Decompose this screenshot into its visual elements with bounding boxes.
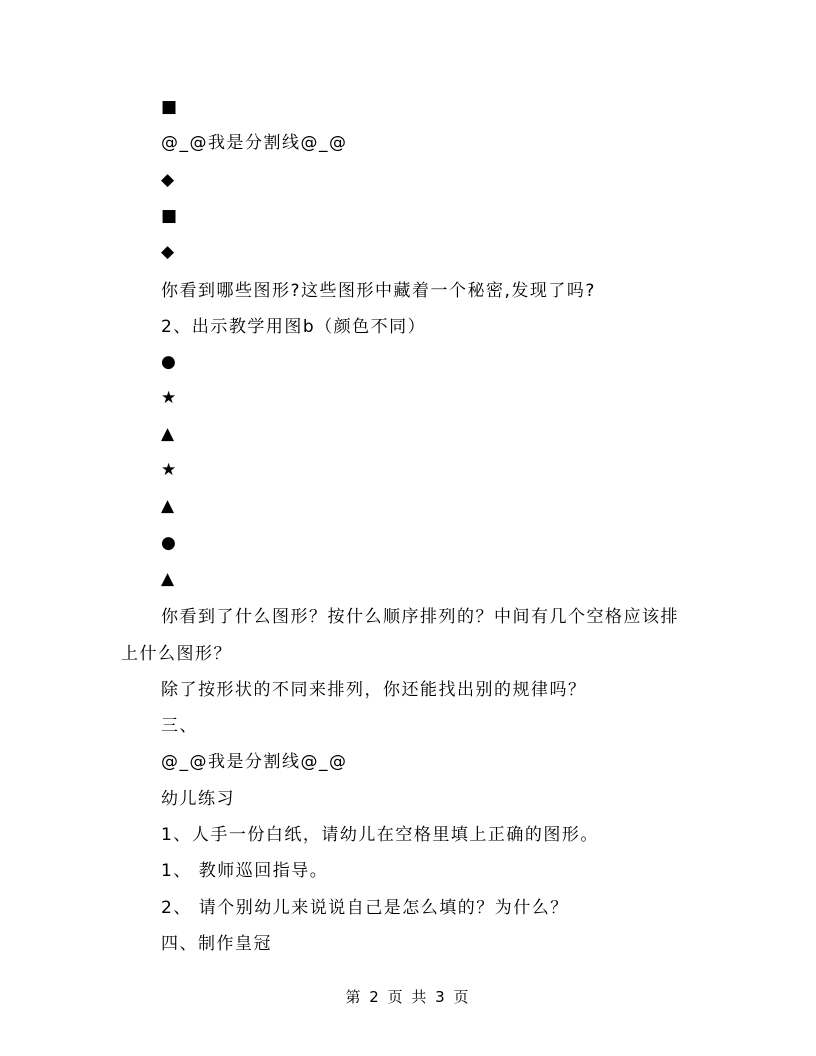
list-item: 2、 请个别幼儿来说说自己是怎么填的？为什么？: [161, 898, 569, 918]
star-icon: ★: [161, 460, 177, 480]
divider-text: @_@我是分割线@_@: [161, 133, 348, 153]
section-4-heading: 四、制作皇冠: [161, 934, 272, 954]
paragraph-step-2: 2、出示教学用图b（颜色不同）: [161, 317, 427, 337]
star-icon: ★: [161, 388, 177, 408]
paragraph-question: 你看到哪些图形?这些图形中藏着一个秘密,发现了吗?: [161, 281, 596, 301]
triangle-icon: ▲: [161, 424, 175, 444]
list-item: 1、 教师巡回指导。: [161, 861, 329, 881]
triangle-icon: ▲: [161, 496, 175, 516]
circle-icon: ●: [161, 533, 176, 553]
square-icon: ■: [161, 206, 178, 226]
page-footer: 第 2 页 共 3 页: [345, 988, 471, 1006]
section-3-heading: 三、: [161, 716, 198, 736]
divider-text: @_@我是分割线@_@: [161, 752, 348, 772]
list-item: 1、人手一份白纸，请幼儿在空格里填上正确的图形。: [161, 825, 599, 845]
paragraph-question-2: 你看到了什么图形？按什么顺序排列的？中间有几个空格应该排: [161, 607, 679, 627]
diamond-icon: ◆: [161, 242, 175, 262]
paragraph-question-3: 除了按形状的不同来排列，你还能找出别的规律吗？: [161, 680, 587, 700]
square-icon: ■: [161, 97, 178, 117]
section-title: 幼儿练习: [161, 789, 235, 809]
diamond-icon: ◆: [161, 170, 175, 190]
paragraph-question-2-cont: 上什么图形？: [121, 644, 232, 664]
circle-icon: ●: [161, 352, 176, 372]
triangle-icon: ▲: [161, 569, 175, 589]
